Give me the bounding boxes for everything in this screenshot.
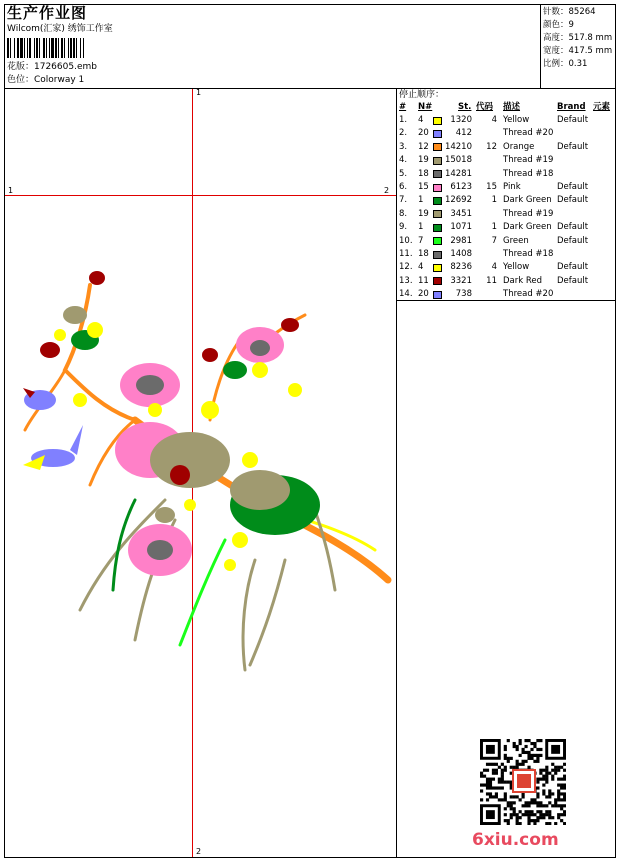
row-stitches: 14210 <box>444 141 472 152</box>
page-title: 生产作业图 <box>7 4 88 22</box>
row-needle: 4 <box>418 115 424 125</box>
row-code: 1 <box>491 195 497 206</box>
marker-left: 1 <box>8 186 14 195</box>
col-desc: 描述 <box>503 102 521 112</box>
qr-code-icon <box>480 739 566 825</box>
row-needle: 20 <box>418 289 429 300</box>
color-swatch <box>433 197 442 205</box>
table-caption: 停止顺序： <box>399 90 445 100</box>
row-needle: 1 <box>418 222 424 233</box>
software-subtitle: Wilcom(汇家) 绣饰工作室 <box>7 24 113 34</box>
row-brand: Default <box>557 115 589 125</box>
marker-bottom: 2 <box>196 847 202 856</box>
row-desc: Thread #18 <box>503 168 554 179</box>
row-brand: Default <box>557 141 589 152</box>
row-desc: Thread #19 <box>503 155 554 166</box>
color-swatch <box>433 237 442 245</box>
row-needle: 7 <box>418 235 424 246</box>
row-needle: 19 <box>418 208 429 219</box>
row-stitches: 8236 <box>450 262 472 273</box>
row-num: 7. <box>399 195 408 206</box>
row-desc: Thread #20 <box>503 128 554 139</box>
color-swatch <box>433 170 442 178</box>
design-width: 宽度：417.5 mm <box>543 46 613 56</box>
row-stitches: 6123 <box>450 182 472 192</box>
row-needle: 15 <box>418 182 429 192</box>
row-needle: 12 <box>418 141 429 152</box>
row-num: 9. <box>399 222 408 233</box>
row-stitches: 1320 <box>450 115 472 125</box>
row-stitches: 14281 <box>444 168 472 179</box>
row-desc: Green <box>503 235 529 246</box>
center-horizontal-guide <box>5 195 396 196</box>
watermark-logo: 6xiu.com <box>472 830 559 850</box>
col-needle: N# <box>418 102 433 112</box>
color-swatch <box>433 117 442 125</box>
row-needle: 18 <box>418 249 429 259</box>
row-code: 7 <box>491 235 497 246</box>
row-stitches: 12692 <box>444 195 472 206</box>
color-count: 颜色：9 <box>543 20 574 30</box>
row-stitches: 3321 <box>450 275 472 286</box>
row-brand: Default <box>557 275 589 286</box>
row-stitches: 1408 <box>450 249 472 259</box>
row-code: 11 <box>486 275 497 286</box>
row-needle: 4 <box>418 262 424 273</box>
row-code: 4 <box>491 262 497 273</box>
table-divider <box>396 88 397 857</box>
color-swatch <box>433 184 442 192</box>
row-brand: Default <box>557 262 589 273</box>
row-desc: Dark Green <box>503 222 552 233</box>
design-height: 高度：517.8 mm <box>543 33 613 43</box>
row-stitches: 412 <box>455 128 472 139</box>
embroidery-design-image <box>5 260 395 680</box>
row-stitches: 3451 <box>450 208 472 219</box>
color-swatch <box>433 130 442 138</box>
row-needle: 19 <box>418 155 429 166</box>
row-desc: Thread #18 <box>503 249 554 259</box>
row-num: 4. <box>399 155 408 166</box>
barcode-icon <box>7 38 142 58</box>
row-brand: Default <box>557 235 589 246</box>
row-code: 12 <box>486 141 497 152</box>
design-file-label: 花版：1726605.emb <box>7 62 97 72</box>
row-stitches: 1071 <box>450 222 472 233</box>
row-desc: Yellow <box>503 115 530 125</box>
col-code: 代码 <box>476 102 494 112</box>
row-desc: Dark Red <box>503 275 543 286</box>
row-desc: Thread #19 <box>503 208 554 219</box>
row-desc: Yellow <box>503 262 530 273</box>
design-scale: 比例：0.31 <box>543 59 588 69</box>
row-desc: Pink <box>503 182 521 192</box>
stitch-count: 针数：85264 <box>543 7 596 17</box>
row-brand: Default <box>557 195 589 206</box>
row-num: 3. <box>399 141 408 152</box>
row-desc: Thread #20 <box>503 289 554 300</box>
row-num: 6. <box>399 182 408 192</box>
color-swatch <box>433 224 442 232</box>
row-stitches: 15018 <box>444 155 472 166</box>
row-needle: 11 <box>418 275 429 286</box>
row-stitches: 2981 <box>450 235 472 246</box>
row-needle: 20 <box>418 128 429 139</box>
color-swatch <box>433 291 442 299</box>
row-num: 10. <box>399 235 413 246</box>
row-brand: Default <box>557 222 589 233</box>
row-num: 1. <box>399 115 408 125</box>
color-swatch <box>433 264 442 272</box>
col-num: # <box>399 102 407 112</box>
row-num: 5. <box>399 168 408 179</box>
col-brand: Brand <box>557 102 586 112</box>
color-swatch <box>433 157 442 165</box>
row-num: 12. <box>399 262 413 273</box>
row-desc: Dark Green <box>503 195 552 206</box>
row-brand: Default <box>557 182 589 192</box>
row-desc: Orange <box>503 141 535 152</box>
col-stitches: St. <box>458 102 472 112</box>
color-swatch <box>433 143 442 151</box>
row-num: 8. <box>399 208 408 219</box>
color-swatch <box>433 277 442 285</box>
col-element: 元素 <box>593 102 611 112</box>
marker-top: 1 <box>196 88 202 97</box>
row-stitches: 738 <box>455 289 472 300</box>
color-swatch <box>433 210 442 218</box>
row-code: 4 <box>491 115 497 125</box>
row-code: 1 <box>491 222 497 233</box>
colorway-label: 色位：Colorway 1 <box>7 75 85 85</box>
header-divider <box>5 88 615 89</box>
color-swatch <box>433 251 442 259</box>
row-needle: 1 <box>418 195 424 206</box>
marker-right: 2 <box>384 186 390 195</box>
row-num: 13. <box>399 275 413 286</box>
row-code: 15 <box>486 182 497 192</box>
row-num: 14. <box>399 289 413 300</box>
row-num: 11. <box>399 249 413 259</box>
stats-divider <box>540 5 541 88</box>
row-num: 2. <box>399 128 408 139</box>
row-needle: 18 <box>418 168 429 179</box>
